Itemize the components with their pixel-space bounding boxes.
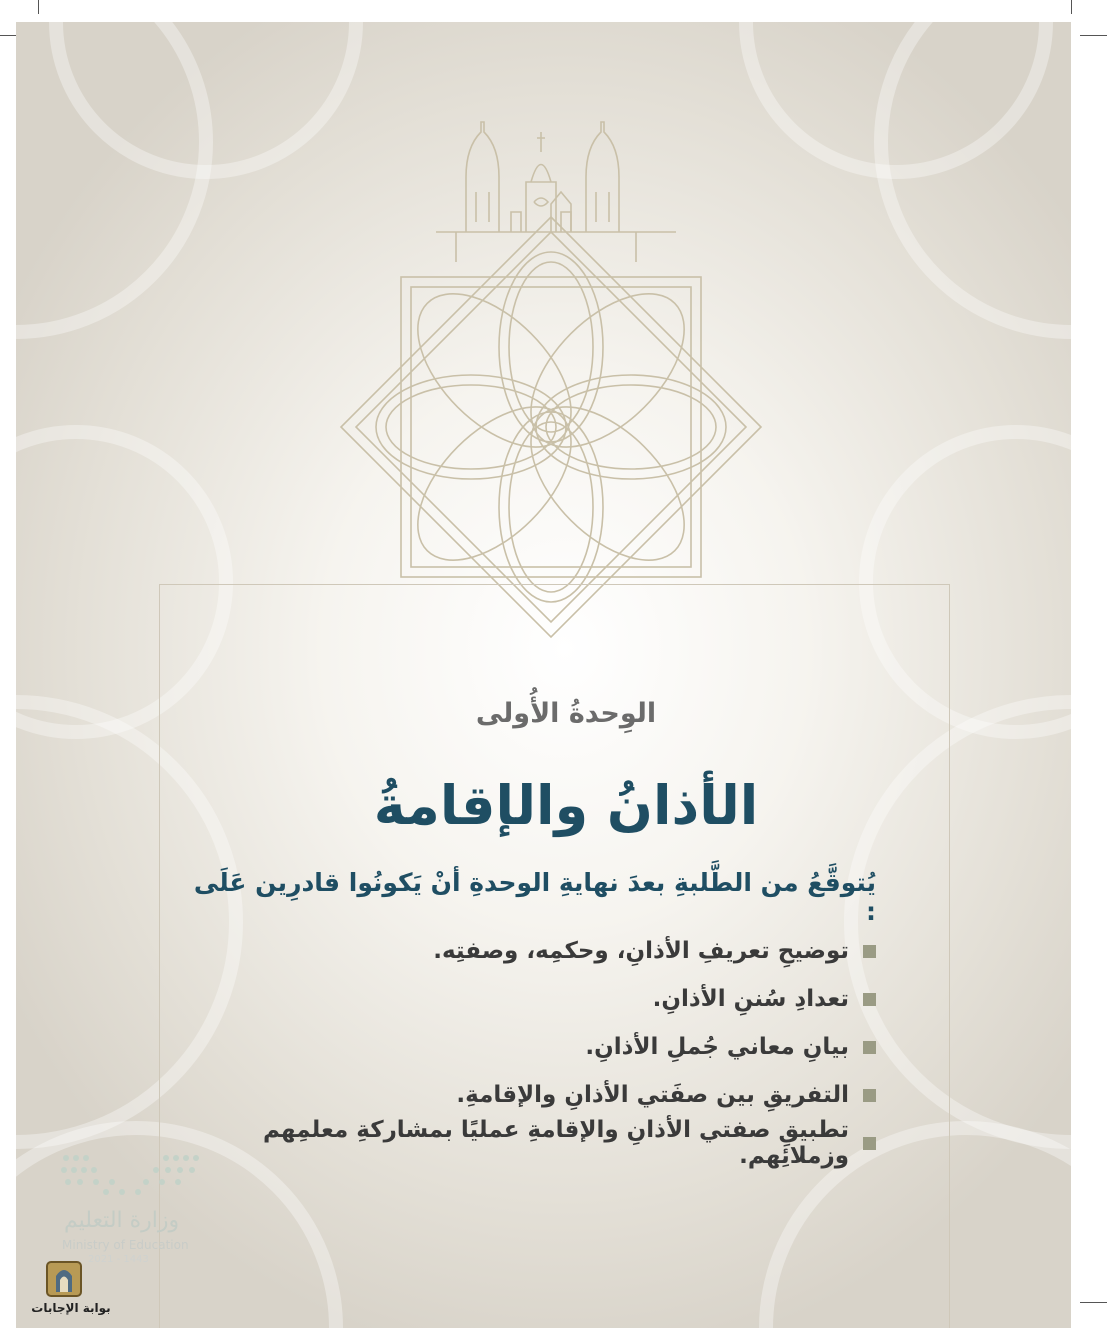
- list-item: التفريقِ بين صفَتي الأذانِ والإقامةِ.: [166, 1071, 876, 1119]
- unit-label: الوِحدةُ الأُولى: [475, 698, 657, 729]
- square-bullet-icon: [863, 945, 876, 958]
- square-bullet-icon: [863, 1089, 876, 1102]
- objectives-list: [166, 927, 876, 1167]
- objectives-intro: يُتوقَّعُ من الطَّلبةِ بعدَ نهايةِ الوحدةِ أنْ يَكونُوا قادرِين عَلَى :: [193, 868, 876, 926]
- crop-mark-top-left-v: [38, 0, 39, 14]
- square-bullet-icon: [863, 993, 876, 1006]
- square-bullet-icon: [863, 1137, 876, 1150]
- crop-mark-top-right-v: [1071, 0, 1072, 14]
- list-item: توضيحِ تعريفِ الأذانِ، وحكمِه، وصفتِه.: [166, 927, 876, 975]
- crop-mark-bottom-right-h: [1080, 1302, 1107, 1303]
- unit-title: الأذانُ والإقامةُ: [373, 774, 759, 837]
- textbook-page: [16, 22, 1071, 1328]
- ministry-year: 2021 - 1443: [88, 1254, 149, 1265]
- list-item: تعدادِ سُننِ الأذانِ.: [166, 975, 876, 1023]
- list-item: بيانِ معاني جُملِ الأذانِ.: [166, 1023, 876, 1071]
- portal-logo-icon: [44, 1258, 84, 1300]
- ministry-name-english: Ministry of Education: [62, 1238, 189, 1252]
- ministry-name-arabic: وزارة التعليم: [64, 1208, 180, 1233]
- list-item: تطبيقِ صفتي الأذانِ والإقامةِ عمليًا بمشاركةِ معلمِهم وزملائِهم.: [166, 1119, 876, 1167]
- portal-label: بوابة الإجابات: [31, 1301, 111, 1315]
- crop-mark-top-right-h: [1080, 35, 1107, 36]
- square-bullet-icon: [863, 1041, 876, 1054]
